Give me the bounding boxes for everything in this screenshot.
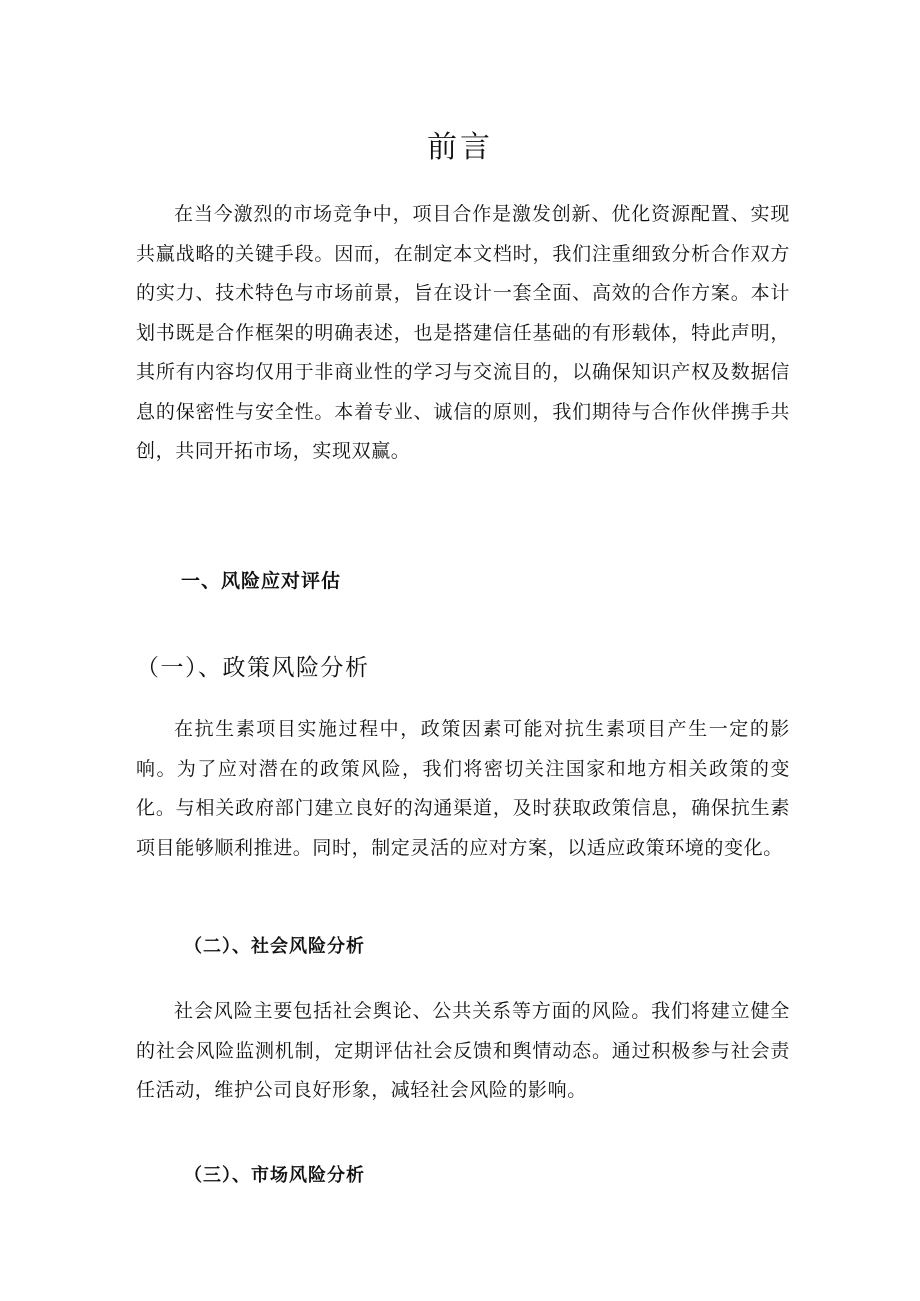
subsection-heading-market-risk: （三）、市场风险分析 (184, 1165, 365, 1186)
page-title: 前言 (427, 130, 493, 165)
subsection-heading-social-risk: （二）、社会风险分析 (184, 936, 365, 957)
intro-paragraph: 在当今激烈的市场竞争中，项目合作是激发创新、优化资源配置、实现共赢战略的关键手段。因而，在制定本文档时，我们注重细致分析合作双方的实力、技术特色与市场前景，旨在设计一套全面、高效的合作方案。本计划书既是合作框架的明确表述，也是搭建信任基础的有形载体，特此声明，其所有内容均仅用于非商业性的学习与交流目的，以确保知识产权及数据信息的保密性与安全性。本着专业、诚信的原则，我们期待与合作伙伴携手共创，共同开拓市场，实现双赢。 (136, 203, 790, 462)
policy-risk-paragraph: 在抗生素项目实施过程中，政策因素可能对抗生素项目产生一定的影响。为了应对潜在的政策风险，我们将密切关注国家和地方相关政策的变化。与相关政府部门建立良好的沟通渠道，及时获取政策信息，确保抗生素项目能够顺利推进。同时，制定灵活的应对方案，以适应政策环境的变化。 (136, 718, 790, 859)
subsection-heading-policy-risk: （一）、政策风险分析 (136, 655, 370, 681)
section-heading-risk-assessment: 一、风险应对评估 (181, 570, 342, 592)
social-risk-paragraph: 社会风险主要包括社会舆论、公共关系等方面的风险。我们将建立健全的社会风险监测机制，定期评估社会反馈和舆情动态。通过积极参与社会责任活动，维护公司良好形象，减轻社会风险的影响。 (136, 1000, 790, 1101)
